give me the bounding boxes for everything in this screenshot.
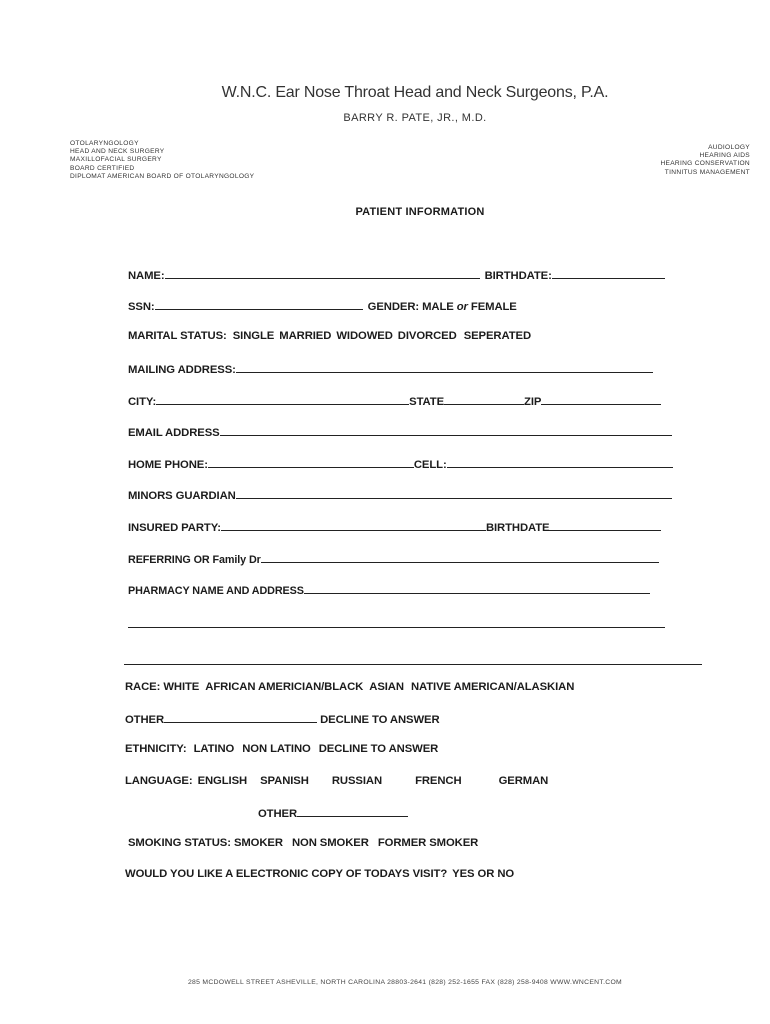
insured-party-field[interactable] — [221, 520, 486, 531]
language-other-label: OTHER — [258, 808, 298, 820]
smoking-option-non-smoker[interactable]: NON SMOKER — [291, 837, 369, 849]
birthdate-field[interactable] — [552, 268, 665, 279]
race-option-asian[interactable]: ASIAN — [369, 681, 404, 693]
smoking-label: SMOKING STATUS: — [128, 837, 231, 849]
ssn-field[interactable] — [155, 299, 363, 310]
ssn-label: SSN: — [128, 301, 155, 313]
language-row — [125, 775, 548, 787]
specialty-item: HEAD AND NECK SURGERY — [70, 148, 165, 156]
referring-label: REFERRING OR Family Dr — [128, 554, 261, 566]
race-other-field[interactable] — [164, 712, 317, 723]
minors-guardian-field[interactable] — [236, 488, 672, 499]
marital-row — [128, 330, 531, 342]
marital-option-widowed[interactable]: WIDOWED — [336, 330, 393, 342]
marital-option-divorced[interactable]: DIVORCED — [397, 330, 457, 342]
insured-party-label: INSURED PARTY: — [128, 522, 221, 534]
race-other-label: OTHER — [125, 714, 165, 726]
city-field[interactable] — [156, 394, 409, 405]
home-phone-label: HOME PHONE: — [128, 459, 208, 471]
language-other-row — [258, 806, 408, 820]
specialty-item: HEARING AIDS — [699, 152, 750, 160]
insured-birthdate-label: BIRTHDATE — [485, 522, 550, 534]
footer-address: 285 MCDOWELL STREET ASHEVILLE, NORTH CAROLINA 28803-2641 (828) 252-1655 FAX (828) 258-9408 WWW.WNCENT.COM — [187, 979, 623, 986]
race-option-native[interactable]: NATIVE AMERICAN/ALASKIAN — [410, 681, 575, 693]
pharmacy-label: PHARMACY NAME AND ADDRESS — [128, 585, 304, 597]
language-option-spanish[interactable]: SPANISH — [260, 775, 309, 787]
email-label: EMAIL ADDRESS — [128, 427, 220, 439]
copy-no-option[interactable]: NO — [497, 868, 515, 880]
practice-name: W.N.C. Ear Nose Throat Head and Neck Surgeons, P.A. — [221, 84, 609, 101]
doctor-name: BARRY R. PATE, JR., M.D. — [343, 112, 487, 124]
copy-question: WOULD YOU LIKE A ELECTRONIC COPY OF TODAYS VISIT? — [125, 868, 448, 880]
specialty-item: DIPLOMAT AMERICAN BOARD OF OTOLARYNGOLOGY — [70, 172, 255, 180]
cell-field[interactable] — [447, 457, 673, 468]
ethnicity-option-non-latino[interactable]: NON LATINO — [242, 743, 311, 755]
cell-label: CELL: — [413, 459, 447, 471]
left-specialties — [70, 140, 254, 181]
birthdate-label: BIRTHDATE: — [484, 270, 552, 282]
race-other-row — [125, 712, 440, 726]
race-row — [125, 681, 574, 693]
language-other-field[interactable] — [297, 806, 408, 817]
email-field[interactable] — [220, 425, 672, 436]
copy-or-text: OR — [477, 868, 495, 880]
language-option-english[interactable]: ENGLISH — [197, 775, 248, 787]
specialty-item: OTOLARYNGOLOGY — [70, 140, 139, 147]
mailing-label: MAILING ADDRESS: — [128, 364, 236, 376]
pharmacy-field[interactable] — [304, 583, 650, 594]
state-field[interactable] — [444, 394, 524, 405]
race-label: RACE: — [125, 681, 161, 693]
ethnicity-option-decline[interactable]: DECLINE TO ANSWER — [318, 743, 439, 755]
city-label: CITY: — [128, 396, 157, 408]
pharmacy-continuation-line[interactable] — [128, 627, 665, 628]
insured-birthdate-field[interactable] — [549, 520, 661, 531]
language-option-russian[interactable]: RUSSIAN — [331, 775, 383, 787]
race-option-black[interactable]: AFRICAN AMERICIAN/BLACK — [205, 681, 364, 693]
gender-or-text: or — [456, 301, 468, 313]
zip-label: ZIP — [524, 396, 542, 408]
referring-field[interactable] — [261, 552, 659, 563]
marital-option-seperated[interactable]: SEPERATED — [463, 330, 531, 342]
ssn-row — [128, 299, 517, 313]
email-row — [128, 425, 672, 439]
smoking-option-former-smoker[interactable]: FORMER SMOKER — [377, 837, 479, 849]
language-label: LANGUAGE: — [125, 775, 193, 787]
right-specialties — [660, 144, 750, 177]
marital-label: MARITAL STATUS: — [128, 330, 227, 342]
insured-row — [128, 520, 661, 534]
referring-row — [128, 552, 659, 566]
home-phone-field[interactable] — [208, 457, 414, 468]
copy-row — [125, 868, 514, 880]
smoking-row — [128, 837, 478, 849]
gender-label: GENDER: — [367, 301, 420, 313]
specialty-item: TINNITUS MANAGEMENT — [664, 168, 750, 176]
ethnicity-row — [125, 743, 438, 755]
phone-row — [128, 457, 673, 471]
state-label: STATE — [409, 396, 445, 408]
specialty-item: AUDIOLOGY — [708, 144, 750, 151]
language-option-german[interactable]: GERMAN — [498, 775, 549, 787]
gender-female-option[interactable]: FEMALE — [470, 301, 517, 313]
guardian-row — [128, 488, 672, 502]
zip-field[interactable] — [541, 394, 661, 405]
minors-guardian-label: MINORS GUARDIAN — [128, 490, 236, 502]
section-divider — [124, 664, 702, 665]
name-label: NAME: — [128, 270, 165, 282]
marital-option-single[interactable]: SINGLE — [232, 330, 275, 342]
mailing-row — [128, 362, 653, 376]
race-decline-option[interactable]: DECLINE TO ANSWER — [320, 714, 440, 726]
mailing-field[interactable] — [236, 362, 653, 373]
language-option-french[interactable]: FRENCH — [415, 775, 462, 787]
gender-male-option[interactable]: MALE — [422, 301, 454, 313]
ethnicity-option-latino[interactable]: LATINO — [193, 743, 235, 755]
name-field[interactable] — [165, 268, 480, 279]
name-row — [128, 268, 665, 282]
specialty-item: BOARD CERTIFIED — [70, 164, 135, 172]
specialty-item: MAXILLOFACIAL SURGERY — [70, 156, 162, 164]
form-title: PATIENT INFORMATION — [355, 206, 485, 218]
specialty-item: HEARING CONSERVATION — [660, 160, 750, 168]
race-option-white[interactable]: WHITE — [163, 681, 200, 693]
copy-yes-option[interactable]: YES — [452, 868, 475, 880]
city-row — [128, 394, 661, 408]
pharmacy-row — [128, 583, 650, 597]
smoking-option-smoker[interactable]: SMOKER — [233, 837, 283, 849]
marital-option-married[interactable]: MARRIED — [279, 330, 332, 342]
ethnicity-label: ETHNICITY: — [125, 743, 187, 755]
